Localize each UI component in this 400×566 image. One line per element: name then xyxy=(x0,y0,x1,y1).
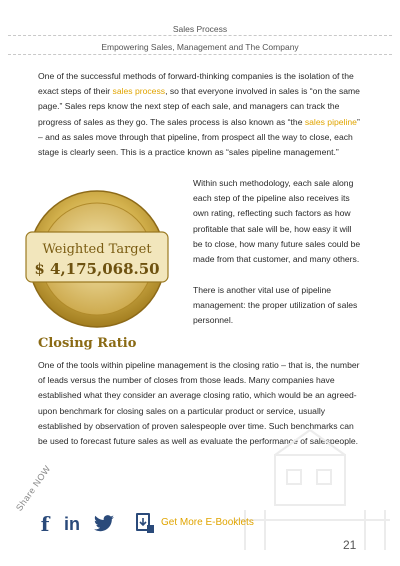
header-subtitle: Empowering Sales, Management and The Company xyxy=(101,42,299,52)
linkedin-icon[interactable]: in xyxy=(64,513,80,534)
get-more-ebooklets-link[interactable]: Get More E-Booklets xyxy=(161,517,254,528)
intro-text-3: ” – and as sales move through that pipeline, from prospect all the way to close, each stage is clearly seen. This is a practice known as “sales pipeline management.” xyxy=(38,116,360,158)
personnel-paragraph: There is another vital use of pipeline management: the proper utilization of sales personnel. xyxy=(193,285,358,326)
methodology-paragraph: Within such methodology, each sale along each step of the pipeline also receives its own rating, reflecting such factors as how profitable that sale will be, how easy it will be to close, how many future sales could be made from that customer, and many others. xyxy=(193,178,361,265)
section-heading: Closing Ratio xyxy=(38,336,137,351)
intro-text-2: , so that everyone involved in sales is “on the same page.” Sales reps know the next step of each sale, and managers can track the progress of sales as they go. The sales process is also known as “the xyxy=(38,86,360,127)
sales-pipeline-link[interactable]: sales pipeline xyxy=(304,116,357,127)
intro-text-1: One of the successful methods of forward-thinking companies is the isolation of the exact steps of their xyxy=(38,71,354,97)
closing-ratio-paragraph: One of the tools within pipeline management is the closing ratio – that is, the number of leads versus the number of closes from those leads. Many companies have established what they consider an average closing ratio, which would be an agreed-upon benchmark for closing sales on a particular product or service, usually established by observation of proven salespeople over time. Such benchmarks can be used to forecast future sales as well as evaluate the performance of salespeople. xyxy=(38,360,360,447)
page-number: 21 xyxy=(343,538,357,552)
header-divider-bottom xyxy=(8,54,392,55)
badge-amount: $ 4,175,068.50 xyxy=(34,260,160,278)
share-now-label: Share NOW xyxy=(14,463,53,513)
badge-label: Weighted Target xyxy=(42,242,152,257)
weighted-target-badge xyxy=(22,184,172,334)
header-divider xyxy=(8,35,392,36)
intro-paragraph xyxy=(38,69,364,160)
decorative-sketch-graphic xyxy=(225,415,395,555)
ebook-download-icon[interactable] xyxy=(135,512,155,534)
header-title: Sales Process xyxy=(172,24,228,34)
facebook-icon[interactable]: f xyxy=(40,512,50,536)
sales-process-link[interactable]: sales process xyxy=(112,86,166,97)
twitter-icon[interactable] xyxy=(92,513,116,535)
